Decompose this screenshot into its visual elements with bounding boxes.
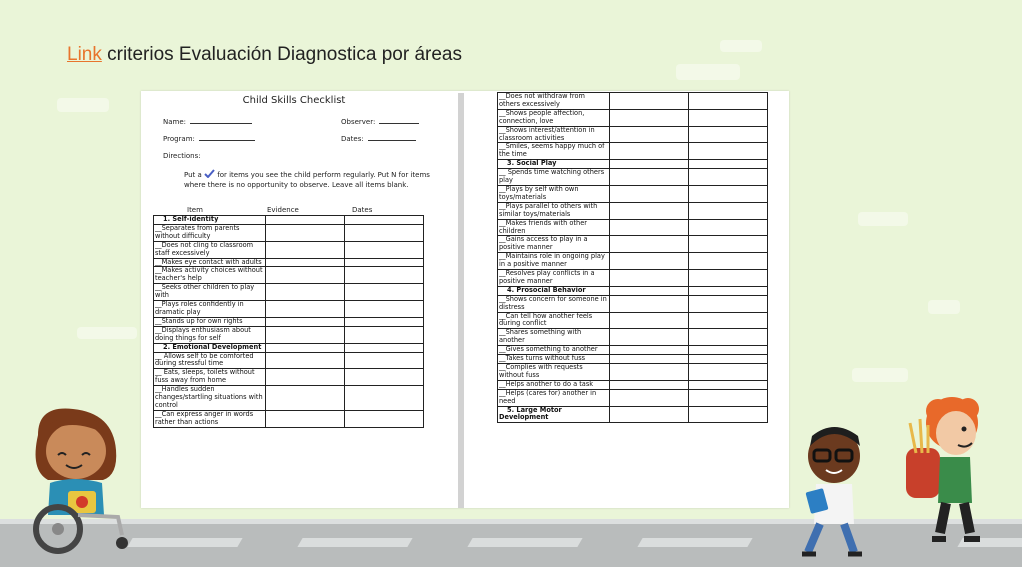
evidence-cell (266, 326, 345, 343)
evidence-cell (266, 241, 345, 258)
checklist-page-right (497, 92, 769, 508)
item-cell: __Stands up for own rights (154, 317, 266, 326)
directions-after: for items you see the child perform regularly. Put N for items (217, 171, 430, 179)
section-row (498, 406, 768, 423)
bg-block (77, 327, 137, 339)
slide-title (67, 44, 462, 66)
dates-cell (345, 326, 424, 343)
checklist-row (498, 236, 768, 253)
evidence-cell (610, 236, 689, 253)
item-cell: __Does not cling to classroom staff excessively (154, 241, 266, 258)
checklist-row (154, 301, 424, 318)
checklist-row (154, 326, 424, 343)
evidence-cell (610, 143, 689, 160)
road-stripe (127, 538, 242, 547)
dates-cell (689, 295, 768, 312)
checklist-row (154, 386, 424, 411)
checklist-row (154, 224, 424, 241)
evidence-cell (610, 380, 689, 389)
item-cell: __Smiles, seems happy much of the time (498, 143, 610, 160)
item-cell: __Resolves play conflicts in a positive manner (498, 270, 610, 287)
item-cell: __Makes eye contact with adults (154, 258, 266, 267)
evidence-cell (610, 312, 689, 329)
checklist-row (154, 317, 424, 326)
dates-cell (345, 317, 424, 326)
dates-cell (689, 253, 768, 270)
item-cell: __Shows people affection, connection, love (498, 109, 610, 126)
checklist-title: Child Skills Checklist (242, 95, 346, 106)
road-stripe (637, 538, 752, 547)
section-heading (154, 343, 266, 352)
dates-cell (689, 346, 768, 355)
evidence-cell (266, 352, 345, 369)
section-heading-label: 3. Social Play (507, 159, 557, 168)
evidence-cell (610, 346, 689, 355)
checklist-row (498, 380, 768, 389)
dates-cell (689, 364, 768, 381)
checklist-row (498, 169, 768, 186)
name-label: Name: (163, 118, 187, 126)
checklist-row (498, 253, 768, 270)
checklist-row (498, 185, 768, 202)
evidence-cell (610, 389, 689, 406)
evidence-cell (610, 219, 689, 236)
dates-cell (689, 126, 768, 143)
dates-cell (689, 236, 768, 253)
program-field (163, 135, 255, 143)
girl-wheelchair-illustration (18, 405, 138, 555)
dates-cell (345, 386, 424, 411)
evidence-cell (266, 284, 345, 301)
evidence-cell (610, 406, 689, 423)
checklist-row (498, 312, 768, 329)
directions-before: Put a (184, 171, 202, 179)
evidence-cell (610, 169, 689, 186)
program-label: Program: (163, 135, 195, 143)
checklist-row (154, 410, 424, 427)
item-cell: __Shows interest/attention in classroom activities (498, 126, 610, 143)
boy-backpack-illustration (900, 393, 990, 548)
item-cell: __Helps another to do a task (498, 380, 610, 389)
checklist-table-right (497, 92, 768, 423)
bg-block (676, 64, 740, 80)
dates-cell (689, 355, 768, 364)
evidence-cell (610, 270, 689, 287)
evidence-cell (610, 202, 689, 219)
item-cell: __Handles sudden changes/startling situations with control (154, 386, 266, 411)
checklist-row (498, 126, 768, 143)
checklist-row (154, 369, 424, 386)
checklist-row (498, 364, 768, 381)
item-cell: __ Eats, sleeps, toilets without fuss away from home (154, 369, 266, 386)
directions-line2: where there is no opportunity to observe. Leave all items blank. (184, 181, 409, 189)
item-cell: __Shares something with another (498, 329, 610, 346)
evaluation-link[interactable]: Link (67, 44, 102, 65)
item-cell: __Displays enthusiasm about doing things for self (154, 326, 266, 343)
dates-cell (689, 202, 768, 219)
item-cell: __Helps (cares for) another in need (498, 389, 610, 406)
evidence-cell (610, 286, 689, 295)
dates-cell (345, 352, 424, 369)
evidence-cell (610, 93, 689, 110)
dates-cell (689, 312, 768, 329)
name-field (163, 118, 252, 126)
section-heading (498, 286, 610, 295)
road-stripe (297, 538, 412, 547)
section-heading-label: 1. Self-identity (163, 215, 219, 223)
evidence-cell (266, 216, 345, 225)
evidence-cell (266, 343, 345, 352)
evidence-cell (266, 369, 345, 386)
evidence-cell (610, 253, 689, 270)
evidence-cell (266, 410, 345, 427)
dates-cell (689, 389, 768, 406)
section-heading-label: 4. Prosocial Behavior (507, 285, 586, 294)
checklist-row (154, 284, 424, 301)
bg-block (720, 40, 762, 52)
item-cell: __Makes friends with other children (498, 219, 610, 236)
page-divider (458, 93, 464, 508)
dates-cell (345, 410, 424, 427)
evidence-cell (266, 301, 345, 318)
evidence-cell (610, 185, 689, 202)
dates-cell (689, 143, 768, 160)
dates-cell (345, 216, 424, 225)
dates-cell (689, 93, 768, 110)
col-item-header: Item (187, 206, 203, 214)
evidence-cell (610, 126, 689, 143)
dates-cell (345, 241, 424, 258)
dates-cell (345, 284, 424, 301)
checklist-row (498, 93, 768, 110)
evidence-cell (610, 329, 689, 346)
evidence-cell (266, 317, 345, 326)
item-cell: __ Allows self to be comforted during stressful time (154, 352, 266, 369)
evidence-cell (610, 109, 689, 126)
item-cell: __Gives something to another (498, 346, 610, 355)
dates-cell (689, 329, 768, 346)
dates-cell (689, 109, 768, 126)
bg-block (57, 98, 109, 112)
road-stripe (467, 538, 582, 547)
dates-cell (689, 406, 768, 423)
evidence-cell (610, 295, 689, 312)
checklist-table-left (153, 215, 424, 428)
section-heading-label: 5. Large Motor Development (499, 405, 562, 422)
checklist-row (498, 219, 768, 236)
dates-cell (689, 380, 768, 389)
checklist-row (498, 202, 768, 219)
item-cell: __Plays by self with own toys/materials (498, 185, 610, 202)
section-heading (498, 406, 610, 423)
dates-cell (345, 224, 424, 241)
observer-field (341, 118, 419, 126)
observer-label: Observer: (341, 118, 376, 126)
checklist-page-left (155, 95, 455, 505)
dates-label: Dates: (341, 135, 364, 143)
dates-cell (345, 258, 424, 267)
bg-block (858, 212, 908, 226)
col-evidence-header: Evidence (267, 206, 299, 214)
dates-cell (689, 270, 768, 287)
item-cell: __Makes activity choices without teacher's help (154, 267, 266, 284)
directions-label: Directions: (163, 152, 201, 160)
item-cell: __ Spends time watching others play (498, 169, 610, 186)
evidence-cell (610, 364, 689, 381)
checklist-row (154, 241, 424, 258)
checklist-row (498, 295, 768, 312)
item-cell: __Can tell how another feels during conflict (498, 312, 610, 329)
item-cell: __Takes turns without fuss (498, 355, 610, 364)
evidence-cell (610, 355, 689, 364)
evidence-cell (266, 267, 345, 284)
item-cell: __Plays roles confidently in dramatic play (154, 301, 266, 318)
dates-cell (345, 267, 424, 284)
item-cell: __Complies with requests without fuss (498, 364, 610, 381)
dates-cell (689, 169, 768, 186)
evidence-cell (266, 386, 345, 411)
section-heading-label: 2. Emotional Development (163, 342, 262, 351)
dates-cell (689, 160, 768, 169)
bg-block (928, 300, 960, 314)
section-row (154, 343, 424, 352)
checkmark-icon (204, 169, 215, 178)
dates-cell (689, 219, 768, 236)
checklist-row (154, 267, 424, 284)
evidence-cell (610, 160, 689, 169)
boy-glasses-illustration (800, 424, 870, 559)
col-dates-header: Dates (352, 206, 373, 214)
directions-text (184, 169, 430, 179)
slide-title-text: criterios Evaluación Diagnostica por áreas (101, 44, 462, 65)
item-cell: __Seeks other children to play with (154, 284, 266, 301)
dates-field (341, 135, 416, 143)
checklist-row (498, 389, 768, 406)
item-cell: __Plays parallel to others with similar toys/materials (498, 202, 610, 219)
dates-cell (345, 301, 424, 318)
item-cell: __Shows concern for someone in distress (498, 295, 610, 312)
checklist-row (498, 143, 768, 160)
dates-cell (689, 286, 768, 295)
checklist-row (498, 270, 768, 287)
evidence-cell (266, 258, 345, 267)
item-cell: __Maintains role in ongoing play in a positive manner (498, 253, 610, 270)
bg-block (852, 368, 908, 382)
checklist-row (498, 109, 768, 126)
checklist-row (498, 329, 768, 346)
item-cell: __Gains access to play in a positive manner (498, 236, 610, 253)
dates-cell (689, 185, 768, 202)
section-row (498, 286, 768, 295)
dates-cell (345, 343, 424, 352)
evidence-cell (266, 224, 345, 241)
item-cell: __Can express anger in words rather than actions (154, 410, 266, 427)
dates-cell (345, 369, 424, 386)
item-cell: __Separates from parents without difficulty (154, 224, 266, 241)
checklist-row (154, 352, 424, 369)
item-cell: __Does not withdraw from others excessively (498, 93, 610, 110)
